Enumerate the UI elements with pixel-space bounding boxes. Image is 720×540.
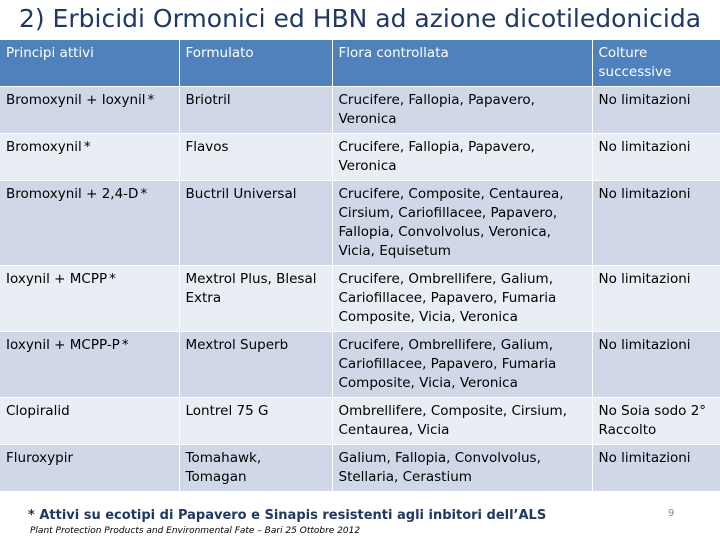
resistance-asterisk: * [109,271,116,287]
cell-flora: Galium, Fallopia, Convolvolus, Stellaria, Cerastium [332,445,592,492]
resistance-asterisk: * [140,186,148,202]
cell-flora: Ombrellifere, Composite, Cirsium, Centaurea, Vicia [332,398,592,445]
cell-crops: No limitazioni [592,266,720,332]
active-ingredient-text: Bromoxynil + 2,4-D [6,186,139,202]
cell-crops: No limitazioni [592,87,720,134]
herbicide-table [0,40,720,491]
cell-crops: No limitazioni [592,445,720,492]
table-row [0,87,720,134]
active-ingredient-text: Bromoxynil [6,139,82,155]
cell-product: Buctril Universal [179,181,332,266]
resistance-footnote: * Attivi su ecotipi di Papavero e Sinapis resistenti agli inbitori dell’ALS [28,508,547,523]
cell-product: Mextrol Superb [179,332,332,398]
header-colture-successive: Colture successive [592,40,720,87]
cell-flora: Crucifere, Ombrellifere, Galium, Cariofillacee, Papavero, Fumaria Composite, Vicia, Veronica [332,266,592,332]
cell-product: Briotril [179,87,332,134]
cell-flora: Crucifere, Fallopia, Papavero, Veronica [332,134,592,181]
table-row [0,398,720,445]
active-ingredient-text: Ioxynil + MCPP [6,271,108,287]
presentation-footer: Plant Protection Products and Environmental Fate – Bari 25 Ottobre 2012 [30,526,361,536]
cell-crops: No limitazioni [592,134,720,181]
table-row [0,445,720,492]
cell-crops: No limitazioni [592,181,720,266]
cell-active-ingredient [0,332,179,398]
cell-product: Tomahawk, Tomagan [179,445,332,492]
cell-crops: No Soia sodo 2° Raccolto [592,398,720,445]
active-ingredient-text: Clopiralid [6,403,70,419]
cell-product: Mextrol Plus, Blesal Extra [179,266,332,332]
table-row [0,134,720,181]
cell-flora: Crucifere, Ombrellifere, Galium, Cariofillacee, Papavero, Fumaria Composite, Vicia, Veronica [332,332,592,398]
table-row [0,332,720,398]
header-formulato: Formulato [179,40,332,87]
active-ingredient-text: Fluroxypir [6,450,74,466]
slide-title: 2) Erbicidi Ormonici ed HBN ad azione dicotiledonicida [18,4,702,33]
cell-active-ingredient [0,134,179,181]
cell-active-ingredient [0,181,179,266]
header-principi-attivi: Principi attivi [0,40,179,87]
cell-active-ingredient [0,398,179,445]
cell-flora: Crucifere, Fallopia, Papavero, Veronica [332,87,592,134]
table-header-row [0,40,720,87]
cell-active-ingredient [0,87,179,134]
cell-crops: No limitazioni [592,332,720,398]
cell-product: Lontrel 75 G [179,398,332,445]
table-row [0,266,720,332]
resistance-asterisk: * [83,139,91,155]
cell-active-ingredient [0,445,179,492]
header-flora-controllata: Flora controllata [332,40,592,87]
active-ingredient-text: Ioxynil + MCPP-P [6,337,120,353]
cell-flora: Crucifere, Composite, Centaurea, Cirsium, Cariofillacee, Papavero, Fallopia, Convolvolus, Veronica, Vicia, Equisetum [332,181,592,266]
resistance-asterisk: * [121,337,129,353]
cell-product: Flavos [179,134,332,181]
table-row [0,181,720,266]
page-number: 9 [668,508,675,519]
cell-active-ingredient [0,266,179,332]
resistance-asterisk: * [147,92,155,108]
active-ingredient-text: Bromoxynil + Ioxynil [6,92,146,108]
